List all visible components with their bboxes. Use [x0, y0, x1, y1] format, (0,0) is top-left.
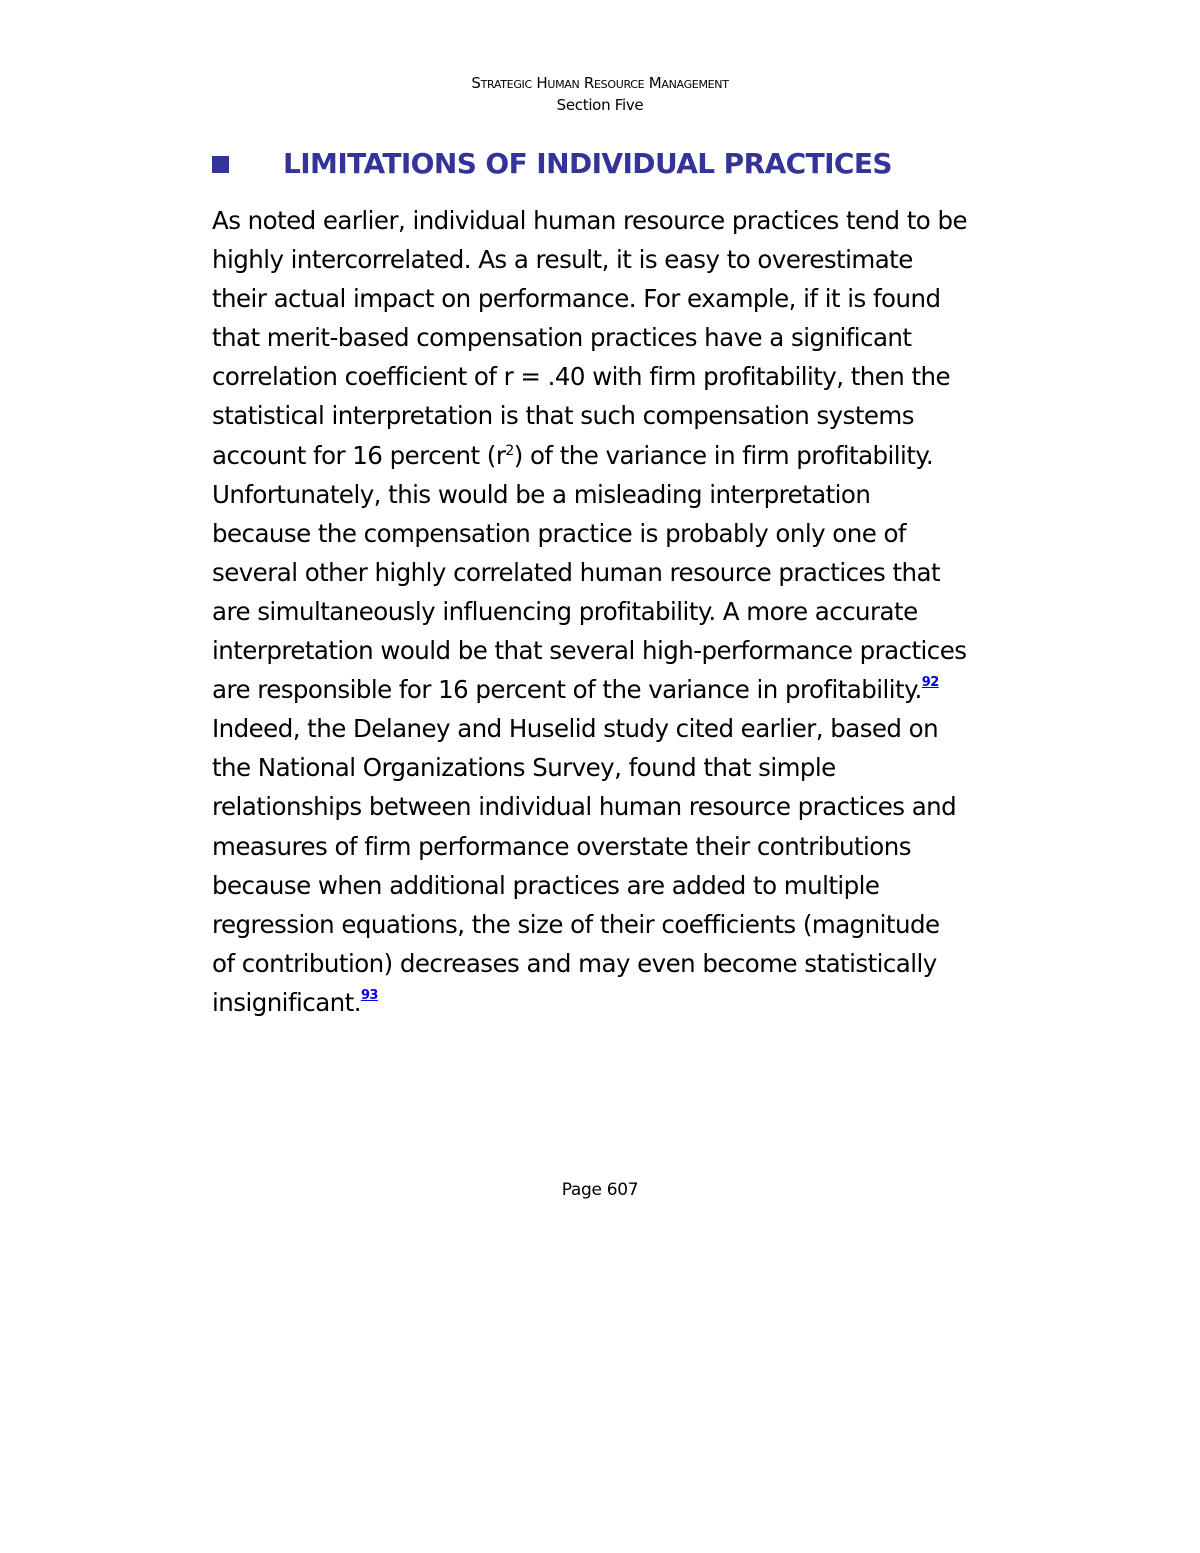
body-line: because the compensation practice is probably only one of [212, 518, 906, 548]
body-line-with-footnote [212, 983, 1012, 1022]
body-line-part: account for 16 percent (r [212, 440, 506, 470]
body-line: measures of firm performance overstate their contributions [212, 831, 911, 861]
square-bullet-icon [212, 156, 229, 173]
page-number: Page 607 [561, 1180, 639, 1200]
body-line: interpretation would be that several high-performance practices [212, 636, 967, 666]
superscript-two: 2 [505, 442, 514, 459]
body-line: the National Organizations Survey, found that simple [212, 753, 836, 783]
footnote-link-93[interactable]: 93 [360, 987, 378, 1003]
footnote-link-92[interactable]: 92 [921, 675, 939, 691]
body-line-part: are responsible for 16 percent of the variance in profitability. [212, 675, 922, 705]
section-heading [212, 140, 1032, 186]
running-header [0, 72, 1200, 116]
body-line: Unfortunately, this would be a misleading interpretation [212, 479, 871, 509]
body-line-part: ) of the variance in firm profitability. [513, 440, 934, 470]
body-line: of contribution) decreases and may even become statistically [212, 948, 937, 978]
body-line: As noted earlier, individual human resource practices tend to be [212, 206, 968, 235]
body-line: that merit-based compensation practices have a significant [212, 323, 912, 353]
body-line-r-squared [212, 436, 1012, 475]
body-line: several other highly correlated human resource practices that [212, 557, 941, 587]
body-paragraph [212, 201, 1012, 1022]
body-line: relationships between individual human resource practices and [212, 792, 957, 822]
body-line-with-footnote [212, 670, 1012, 709]
section-label: Section Five [556, 96, 644, 114]
body-line: correlation coefficient of r = .40 with firm profitability, then the [212, 362, 951, 392]
body-line: highly intercorrelated. As a result, it is easy to overestimate [212, 245, 913, 275]
body-line: Indeed, the Delaney and Huselid study cited earlier, based on [212, 714, 939, 744]
body-line: because when additional practices are added to multiple [212, 870, 880, 900]
heading-text: LIMITATIONS OF INDIVIDUAL PRACTICES [283, 146, 892, 180]
body-line: are simultaneously influencing profitability. A more accurate [212, 596, 918, 626]
body-line: regression equations, the size of their coefficients (magnitude [212, 909, 940, 939]
book-title: Strategic Human Resource Management [471, 74, 729, 92]
body-line: statistical interpretation is that such compensation systems [212, 401, 914, 431]
body-line: their actual impact on performance. For example, if it is found [212, 284, 941, 314]
body-line-part: insignificant. [212, 987, 361, 1017]
